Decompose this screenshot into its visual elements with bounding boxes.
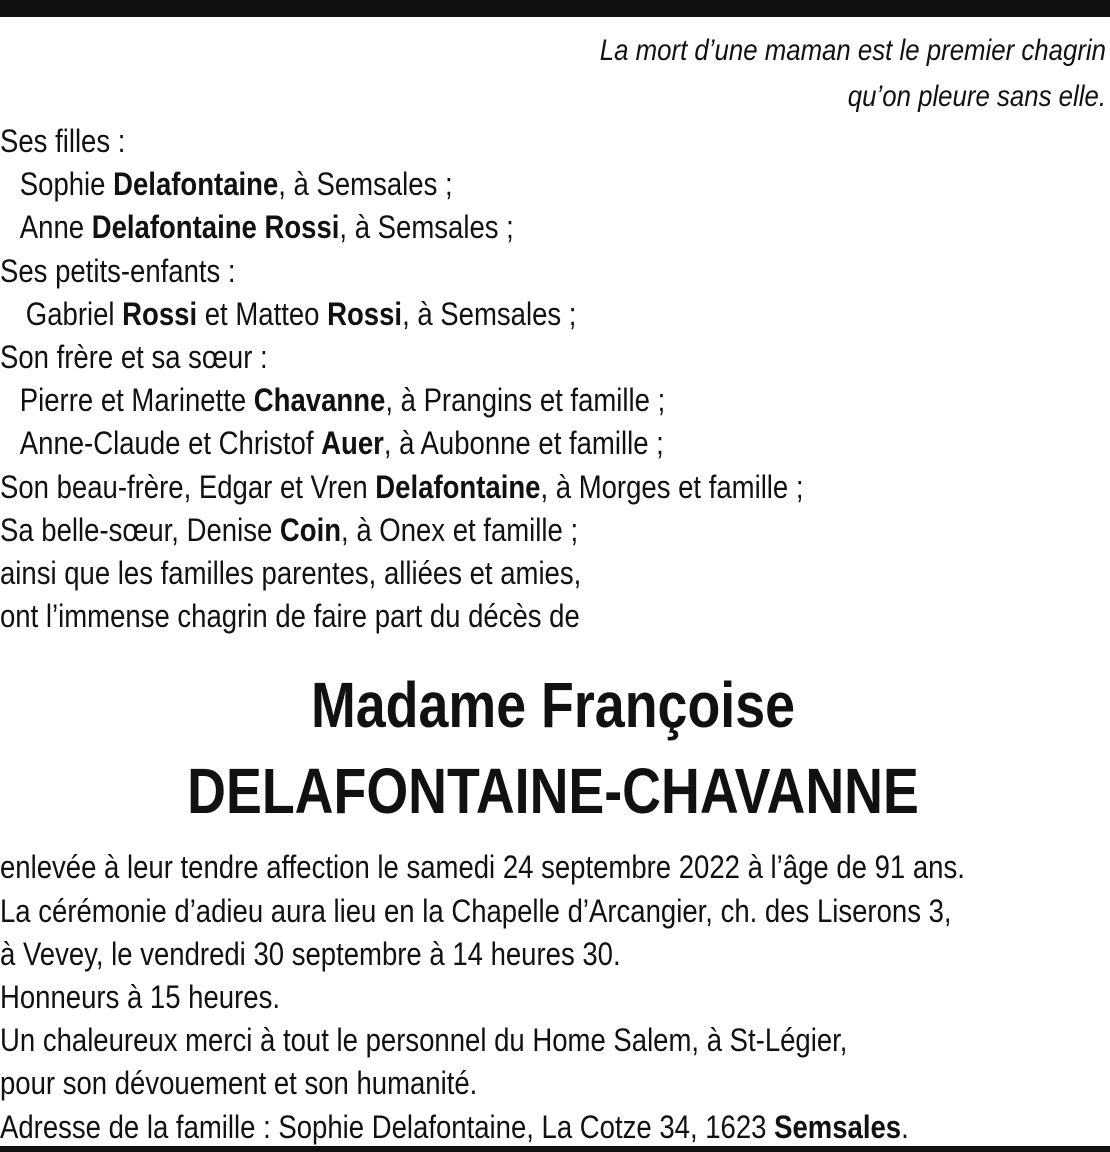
epigraph-line-2: qu’on pleure sans elle. [847,80,1106,113]
siblings-heading: Son frère et sa sœur : [0,339,268,376]
details-line-1: enlevée à leur tendre affection le samedi 24 septembre 2022 à l’âge de 91 ans. [0,849,965,886]
deceased-name [0,662,1106,834]
details-line-2: La cérémonie d’adieu aura lieu en la Chapelle d’Arcangier, ch. des Liserons 3, [0,892,952,929]
sibling-1: Pierre et Marinette Chavanne, à Prangins et famille ; [19,382,666,419]
details-line-4: Honneurs à 15 heures. [0,979,280,1016]
relatives-line: ainsi que les familles parentes, alliées et amies, [0,555,582,592]
daughter-2: Anne Delafontaine Rossi, à Semsales ; [19,209,514,246]
epigraph-line-1: La mort d’une maman est le premier chagrin [599,34,1106,67]
sibling-2: Anne-Claude et Christof Auer, à Aubonne et famille ; [19,425,664,462]
grandchildren-heading: Ses petits-enfants : [0,252,236,289]
daughters-heading: Ses filles : [0,123,126,159]
sister-in-law: Sa belle-sœur, Denise Coin, à Onex et famille ; [0,511,579,548]
deceased-name-line-2: DELAFONTAINE-CHAVANNE [187,755,919,828]
details-line-3: à Vevey, le vendredi 30 septembre à 14 heures 30. [0,935,621,972]
deceased-name-line-1: Madame Françoise [310,669,796,742]
announce-line: ont l’immense chagrin de faire part du décès de [0,598,580,635]
details-line-6: pour son dévouement et son humanité. [0,1065,478,1102]
family-address: Adresse de la famille : Sophie Delafontaine, La Cotze 34, 1623 Semsales. [0,1108,909,1145]
bottom-rule [0,1146,1110,1152]
brother-in-law: Son beau-frère, Edgar et Vren Delafontaine, à Morges et famille ; [0,468,804,505]
grandchildren: Gabriel Rossi et Matteo Rossi, à Semsales ; [25,295,577,332]
details-line-5: Un chaleureux merci à tout le personnel du Home Salem, à St-Légier, [0,1022,848,1059]
top-rule [0,0,1110,17]
obituary-notice [0,28,1106,1149]
daughter-1: Sophie Delafontaine, à Semsales ; [19,166,453,203]
